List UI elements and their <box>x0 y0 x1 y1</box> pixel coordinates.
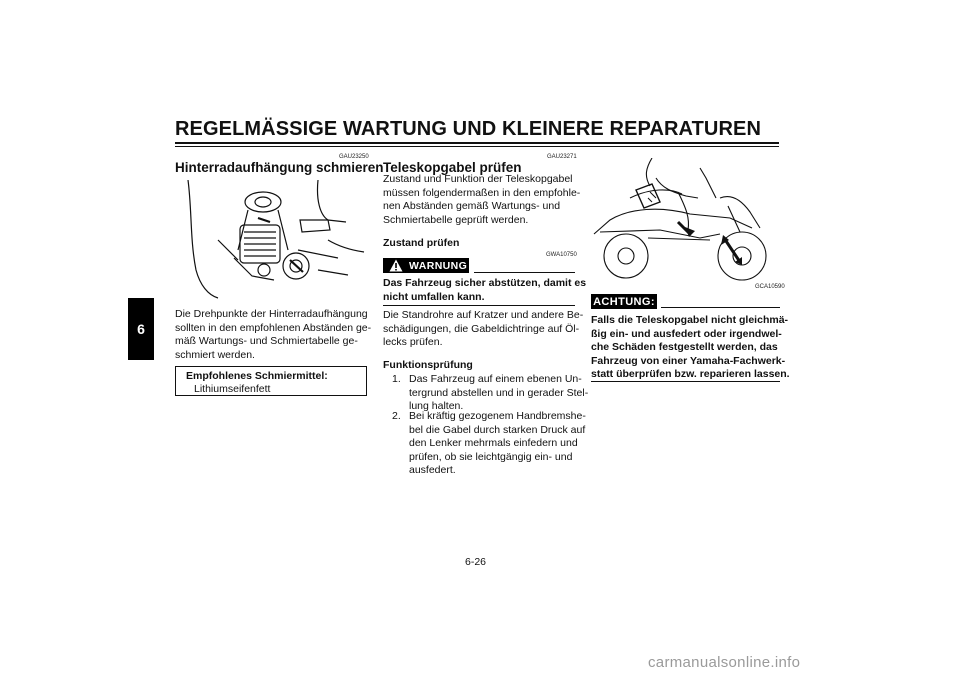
list-line: tergrund abstellen und in gerader Stel- <box>409 386 589 399</box>
list-line: bel die Gabel durch starken Druck auf <box>409 423 586 436</box>
caution-badge: ACHTUNG: <box>591 294 657 309</box>
warning-triangle-icon <box>389 259 403 272</box>
paragraph-line: lecks prüfen. <box>383 336 443 348</box>
warning-rule-top <box>474 272 575 273</box>
rear-suspension-paragraph <box>175 308 371 362</box>
section-code: GAU23250 <box>339 154 369 160</box>
page-number: 6-26 <box>465 556 487 568</box>
section-heading-rear-suspension: Hinterradaufhängung schmieren <box>175 160 384 175</box>
header-rule <box>175 142 779 144</box>
rear-suspension-illustration <box>178 180 366 300</box>
section-code: GAU23271 <box>547 154 577 160</box>
caution-line: statt überprüfen bzw. reparieren lassen. <box>591 368 790 380</box>
paragraph-line: Zustand und Funktion der Teleskopgabel <box>383 173 573 185</box>
paragraph-line: Die Standrohre auf Kratzer und andere Be- <box>383 309 584 321</box>
paragraph-line: sollten in den empfohlenen Abständen ge- <box>175 321 372 334</box>
motorcycle-fork-illustration <box>590 158 780 282</box>
warning-rule-bottom <box>383 305 575 306</box>
header-rule-thin <box>175 146 779 147</box>
section-heading-fork-check: Teleskopgabel prüfen <box>383 160 522 175</box>
caution-line: Fahrzeug von einer Yamaha-Fachwerk- <box>591 354 786 367</box>
check-paragraph <box>383 309 583 350</box>
paragraph-line: Schmiertabelle geprüft werden. <box>383 213 529 226</box>
list-line: lung halten. <box>409 400 464 412</box>
caution-line: Falls die Teleskopgabel nicht gleichmä- <box>591 314 789 326</box>
caution-line: che Schäden festgestellt werden, das <box>591 341 778 353</box>
caution-rule-bottom <box>591 381 780 382</box>
list-number: 2. <box>392 410 401 422</box>
list-line: ausfedert. <box>409 464 456 476</box>
warning-label: WARNUNG <box>409 259 468 272</box>
paragraph-line: nen Abständen gemäß Wartungs- und <box>383 200 561 212</box>
warning-text <box>383 277 586 304</box>
page-header-title: REGELMÄSSIGE WARTUNG UND KLEINERE REPARATUREN <box>175 118 762 140</box>
subheading-text: Zustand prüfen <box>383 237 460 249</box>
warning-line: nicht umfallen kann. <box>383 290 485 303</box>
warning-line: Das Fahrzeug sicher abstützen, damit es <box>383 277 587 289</box>
paragraph-line: müssen folgendermaßen in den empfohle- <box>383 186 581 199</box>
subheading-function-check <box>383 359 473 373</box>
subheading-condition-check <box>383 237 459 251</box>
list-line: Bei kräftig gezogenem Handbremshe- <box>409 410 586 422</box>
caution-code: GCA10590 <box>755 284 785 290</box>
paragraph-line: schmiert werden. <box>175 348 255 361</box>
spec-label: Empfohlenes Schmiermittel: <box>186 370 328 382</box>
subheading-text: Funktionsprüfung <box>383 359 473 371</box>
spec-value: Lithiumseifenfett <box>194 382 271 395</box>
list-number: 1. <box>392 373 401 385</box>
warning-badge <box>383 258 469 273</box>
paragraph-line: Die Drehpunkte der Hinterradaufhängung <box>175 308 368 320</box>
paragraph-line: mäß Wartungs- und Schmiertabelle ge- <box>175 335 358 347</box>
list-line: den Lenker mehrmals einfedern und <box>409 437 578 449</box>
paragraph-line: schädigungen, die Gabeldichtringe auf Öl- <box>383 322 580 335</box>
warning-code: GWA10750 <box>546 252 577 258</box>
list-line: prüfen, ob sie leichtgängig ein- und <box>409 450 573 463</box>
caution-line: ßig ein- und ausfedert oder irgendwel- <box>591 327 782 340</box>
list-line: Das Fahrzeug auf einem ebenen Un- <box>409 373 582 385</box>
lubricant-spec-box <box>175 366 367 396</box>
chapter-tab: 6 <box>128 298 154 360</box>
caution-text <box>591 314 790 382</box>
caution-rule-top <box>661 307 780 308</box>
fork-intro-paragraph <box>383 173 580 227</box>
watermark-text: carmanualsonline.info <box>648 654 801 671</box>
